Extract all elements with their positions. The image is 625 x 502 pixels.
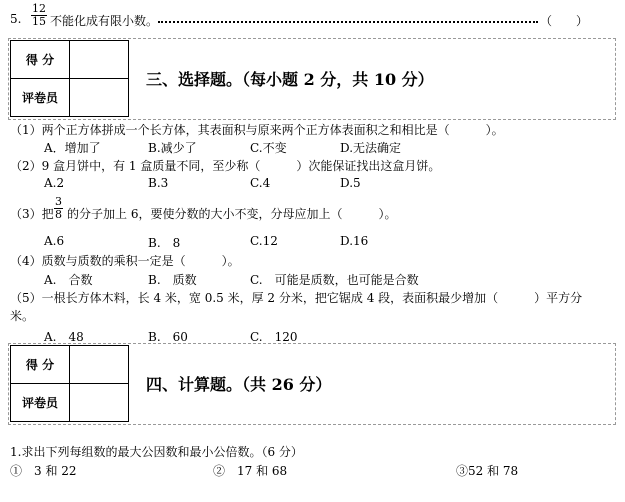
choice-q2-option-c: C.4 [250,176,271,190]
fraction-numerator: 3 [55,195,62,208]
score-cell [70,346,129,384]
q5-answer-paren: （ ） [540,14,589,28]
calc-item-2: ② 17 和 68 [213,464,288,478]
choice-q3-fraction [54,196,63,221]
q5-number: 5. [10,12,22,26]
choice-q2-option-a: A.2 [44,176,65,190]
choice-q5-line1: （5）一根长方体木料，长 4 米，宽 0.5 米，厚 2 分米，把它锯成 4 段，表面积最少增加（ ）平方分 [10,291,583,305]
choice-q4-option-c: C. 可能是质数，也可能是合数 [250,273,419,287]
choice-q1-option-b: B.减少了 [148,141,197,155]
section3-score-table [10,40,129,117]
score-cell [70,41,129,79]
fraction-numerator: 12 [32,2,46,15]
choice-q1-option-a: A．增加了 [44,141,101,155]
fraction-denominator: 8 [55,208,62,221]
section4-title: 四、计算题。（共 26 分） [146,375,332,394]
reviewer-label: 评卷员 [11,79,70,117]
choice-q3-prefix: （3）把 [10,207,54,221]
choice-q2-option-d: D.5 [340,176,361,190]
choice-q3-option-c: C.12 [250,234,278,248]
choice-q1-option-d: D.无法确定 [340,141,402,155]
choice-q3-option-a: A.6 [44,234,65,248]
choice-q1-option-c: C.不变 [250,141,287,155]
score-label: 得 分 [11,346,70,384]
choice-q5-option-c: C. 120 [250,330,298,344]
choice-q5-line2: 米。 [10,309,35,323]
reviewer-cell [70,79,129,117]
choice-q4-option-b: B. 质数 [148,273,197,287]
leader-dots [158,21,538,23]
choice-q2-text: （2）9 盒月饼中，有 1 盒质量不同，至少称（ ）次能保证找出这盒月饼。 [10,159,441,173]
reviewer-label: 评卷员 [11,384,70,422]
choice-q3-suffix: 的分子加上 6，要使分数的大小不变，分母应加上（ ）。 [67,207,397,221]
choice-q4-text: （4）质数与质数的乘积一定是（ ）。 [10,254,240,268]
score-label: 得 分 [11,41,70,79]
choice-q1-text: （1）两个正方体拼成一个长方体，其表面积与原来两个正方体表面积之和相比是（ ）。 [10,123,504,137]
reviewer-cell [70,384,129,422]
choice-q3-option-d: D.16 [340,234,369,248]
calc-item-1: ① 3 和 22 [10,464,77,478]
calc-q1-text: 1.求出下列每组数的最大公因数和最小公倍数。（6 分） [10,445,303,459]
q5-fraction [31,3,47,28]
calc-item-3: ③52 和 78 [456,464,519,478]
choice-q5-option-a: A. 48 [44,330,84,344]
section4-score-table [10,345,129,422]
choice-q3-option-b: B. 8 [148,236,181,250]
choice-q2-option-b: B.3 [148,176,169,190]
choice-q4-option-a: A. 合数 [44,273,93,287]
q5-text: 不能化成有限小数。 [50,14,159,28]
choice-q5-option-b: B. 60 [148,330,188,344]
section3-title: 三、选择题。（每小题 2 分，共 10 分） [146,70,434,89]
fraction-denominator: 15 [32,15,46,28]
